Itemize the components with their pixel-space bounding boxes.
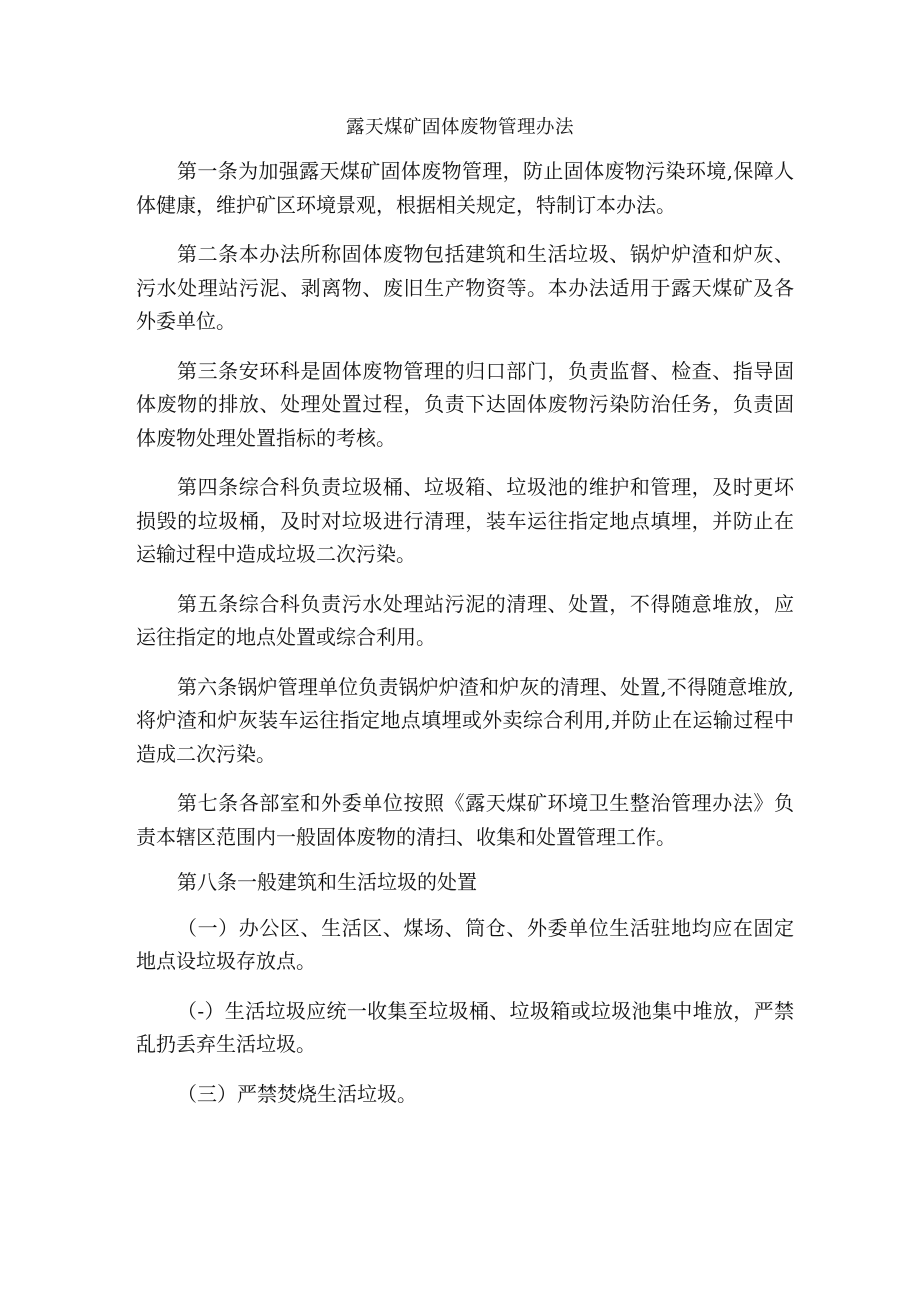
article-3: 第三条安环科是固体废物管理的归口部门，负责监督、检查、指导固体废物的排放、处理处置过程，负责下达固体废物污染防治任务，负责固体废物处理处置指标的考核。 — [136, 358, 794, 450]
document-title: 露天煤矿固体废物管理办法 — [345, 117, 574, 138]
article-1: 第一条为加强露天煤矿固体废物管理，防止固体废物污染环境,保障人体健康，维护矿区环境景观，根据相关规定，特制订本办法。 — [136, 159, 794, 217]
article-4: 第四条综合科负责垃圾桶、垃圾箱、垃圾池的维护和管理，及时更坏损毁的垃圾桶，及时对垃圾进行清理，装车运往指定地点填埋，并防止在运输过程中造成垃圾二次污染。 — [136, 475, 794, 566]
document-body — [136, 155, 794, 1127]
article-8-item-2: （-）生活垃圾应统一收集至垃圾桶、垃圾箱或垃圾池集中堆放，严禁乱扔丢弃生活垃圾。 — [136, 998, 794, 1056]
article-6: 第六条锅炉管理单位负责锅炉炉渣和炉灰的清理、处置,不得随意堆放,将炉渣和炉灰装车运往指定地点填埋或外卖综合利用,并防止在运输过程中造成二次污染。 — [136, 674, 794, 766]
article-7: 第七条各部室和外委单位按照《露天煤矿环境卫生整治管理办法》负责本辖区范围内一般固体废物的清扫、收集和处置管理工作。 — [136, 791, 794, 849]
article-5: 第五条综合科负责污水处理站污泥的清理、处置，不得随意堆放，应运往指定的地点处置或综合利用。 — [136, 591, 794, 649]
article-8-item-3: （三）严禁焚烧生活垃圾。 — [177, 1081, 417, 1106]
article-8-item-1: （一）办公区、生活区、煤场、筒仓、外委单位生活驻地均应在固定地点设垃圾存放点。 — [136, 915, 794, 973]
article-8-heading: 第八条一般建筑和生活垃圾的处置 — [177, 870, 477, 894]
article-2: 第二条本办法所称固体废物包括建筑和生活垃圾、锅炉炉渣和炉灰、污水处理站污泥、剥离物、废旧生产物资等。本办法适用于露天煤矿及各外委单位。 — [136, 242, 794, 333]
